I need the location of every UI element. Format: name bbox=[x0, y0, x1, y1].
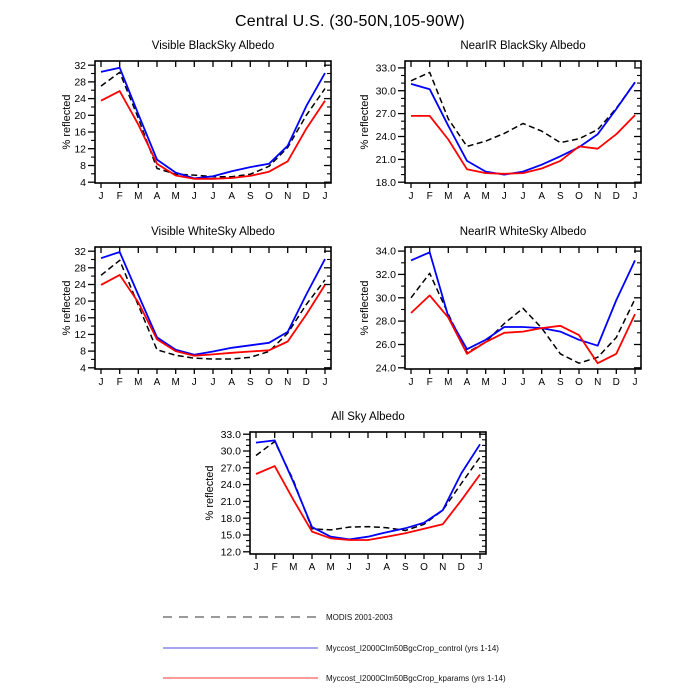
x-tick-label: N bbox=[284, 377, 292, 388]
x-tick-label: J bbox=[210, 191, 216, 202]
x-tick-label: A bbox=[383, 562, 391, 573]
x-tick-label: D bbox=[612, 191, 620, 202]
legend-row-kparams bbox=[163, 671, 506, 685]
y-tick-label: 20 bbox=[74, 295, 86, 308]
y-tick-label: 32.0 bbox=[375, 269, 396, 281]
x-tick-label: S bbox=[556, 191, 564, 202]
y-tick-label: 30.0 bbox=[375, 85, 396, 98]
legend-label-control: Myccost_I2000Clm50BgcCrop_control (yrs 1-14) bbox=[326, 643, 499, 653]
y-tick-label: 24.0 bbox=[375, 131, 396, 144]
y-tick-label: 32 bbox=[74, 245, 86, 258]
x-tick-label: N bbox=[594, 191, 602, 202]
x-tick-label: A bbox=[153, 377, 161, 388]
y-tick-label: 27.0 bbox=[220, 462, 241, 475]
panel-title: Visible BlackSky Albedo bbox=[151, 40, 275, 52]
series-control bbox=[256, 440, 480, 539]
y-axis-label: % reflected bbox=[204, 465, 216, 521]
y-tick-label: 15.0 bbox=[220, 529, 241, 542]
x-tick-label: M bbox=[171, 377, 180, 388]
visible-blacksky-plot bbox=[40, 30, 350, 208]
x-tick-label: D bbox=[302, 377, 310, 388]
panel-title: NearIR BlackSky Albedo bbox=[460, 40, 586, 52]
legend-label-modis: MODIS 2001-2003 bbox=[326, 612, 393, 622]
y-tick-label: 33.0 bbox=[375, 62, 396, 75]
y-tick-label: 27.0 bbox=[375, 108, 396, 121]
panel-all-sky-albedo bbox=[195, 401, 505, 579]
x-tick-label: O bbox=[575, 191, 583, 202]
x-tick-label: D bbox=[612, 377, 620, 388]
modis-dashed-line-sample bbox=[163, 611, 318, 623]
y-tick-label: 24 bbox=[74, 279, 86, 292]
x-tick-label: A bbox=[463, 191, 471, 202]
panel-title: All Sky Albedo bbox=[331, 411, 405, 423]
x-tick-label: N bbox=[284, 191, 292, 202]
y-tick-label: 21.0 bbox=[220, 496, 241, 508]
series-control bbox=[101, 68, 325, 179]
x-tick-label: F bbox=[271, 562, 278, 573]
series-modis bbox=[411, 273, 635, 363]
x-tick-label: N bbox=[594, 377, 602, 388]
y-tick-label: 28.0 bbox=[375, 315, 396, 328]
x-tick-label: S bbox=[556, 377, 564, 388]
plot-frame bbox=[95, 61, 331, 183]
x-tick-label: A bbox=[153, 191, 161, 202]
x-tick-label: D bbox=[302, 191, 310, 202]
x-tick-label: M bbox=[134, 377, 143, 388]
x-tick-label: O bbox=[575, 377, 583, 388]
x-tick-label: M bbox=[481, 377, 490, 388]
y-tick-label: 4 bbox=[80, 176, 86, 189]
x-tick-label: J bbox=[98, 377, 104, 388]
x-tick-label: J bbox=[191, 377, 197, 388]
x-tick-label: M bbox=[444, 377, 453, 388]
x-tick-label: J bbox=[408, 191, 414, 202]
y-tick-label: 24.0 bbox=[375, 362, 396, 375]
y-tick-label: 8 bbox=[80, 345, 86, 358]
series-control bbox=[411, 82, 635, 174]
all-sky-plot bbox=[195, 401, 505, 579]
y-tick-label: 34.0 bbox=[375, 245, 396, 258]
x-tick-label: A bbox=[538, 377, 546, 388]
y-axis-label: % reflected bbox=[61, 94, 73, 150]
x-tick-label: J bbox=[98, 191, 104, 202]
series-modis bbox=[101, 260, 325, 359]
x-tick-label: O bbox=[265, 377, 273, 388]
x-tick-label: J bbox=[520, 377, 526, 388]
x-tick-label: F bbox=[426, 377, 433, 388]
panel-nearir-whitesky-albedo bbox=[350, 216, 660, 394]
panel-nearir-blacksky-albedo bbox=[350, 30, 660, 208]
nearir-whitesky-plot bbox=[350, 216, 660, 394]
x-tick-label: J bbox=[322, 191, 328, 202]
x-tick-label: M bbox=[289, 562, 298, 573]
y-tick-label: 16 bbox=[74, 312, 86, 325]
x-tick-label: J bbox=[632, 191, 638, 202]
x-tick-label: M bbox=[134, 191, 143, 202]
nearir-blacksky-plot bbox=[350, 30, 660, 208]
y-tick-label: 28 bbox=[74, 262, 86, 275]
x-tick-label: D bbox=[457, 562, 465, 573]
y-tick-label: 18.0 bbox=[220, 512, 241, 525]
y-tick-label: 24 bbox=[74, 93, 86, 106]
panel-title: NearIR WhiteSky Albedo bbox=[459, 226, 587, 238]
kparams-line-sample bbox=[163, 672, 318, 684]
x-tick-label: M bbox=[481, 191, 490, 202]
y-tick-label: 12.0 bbox=[220, 546, 241, 559]
x-tick-label: J bbox=[477, 562, 483, 573]
x-tick-label: A bbox=[228, 191, 236, 202]
x-tick-label: A bbox=[538, 191, 546, 202]
x-tick-label: J bbox=[520, 191, 526, 202]
y-tick-label: 20 bbox=[74, 109, 86, 122]
x-tick-label: J bbox=[210, 377, 216, 388]
figure-title: Central U.S. (30-50N,105-90W) bbox=[235, 13, 465, 30]
y-tick-label: 21.0 bbox=[375, 154, 396, 166]
y-tick-label: 4 bbox=[80, 362, 86, 375]
series-modis bbox=[256, 442, 480, 531]
x-tick-label: N bbox=[439, 562, 447, 573]
legend-row-control bbox=[163, 641, 499, 655]
y-tick-label: 24.0 bbox=[220, 479, 241, 492]
x-tick-label: A bbox=[463, 377, 471, 388]
x-tick-label: A bbox=[308, 562, 316, 573]
panel-visible-blacksky-albedo bbox=[40, 30, 350, 208]
y-tick-label: 26.0 bbox=[375, 339, 396, 352]
x-tick-label: J bbox=[501, 191, 507, 202]
x-tick-label: S bbox=[246, 377, 254, 388]
x-tick-label: S bbox=[401, 562, 409, 573]
x-tick-label: J bbox=[191, 191, 197, 202]
x-tick-label: J bbox=[501, 377, 507, 388]
x-tick-label: M bbox=[171, 191, 180, 202]
x-tick-label: F bbox=[426, 191, 433, 202]
x-tick-label: F bbox=[116, 191, 123, 202]
panel-title: Visible WhiteSky Albedo bbox=[151, 226, 275, 238]
x-tick-label: S bbox=[246, 191, 254, 202]
x-tick-label: F bbox=[116, 377, 123, 388]
y-tick-label: 12 bbox=[74, 329, 86, 341]
x-tick-label: J bbox=[346, 562, 352, 573]
series-control bbox=[411, 252, 635, 349]
y-tick-label: 30.0 bbox=[220, 445, 241, 458]
y-tick-label: 33.0 bbox=[220, 428, 241, 441]
y-tick-label: 28 bbox=[74, 76, 86, 89]
x-tick-label: J bbox=[253, 562, 259, 573]
control-line-sample bbox=[163, 642, 318, 654]
series-modis bbox=[101, 72, 325, 176]
y-tick-label: 32 bbox=[74, 59, 86, 72]
x-tick-label: J bbox=[322, 377, 328, 388]
y-tick-label: 12 bbox=[74, 143, 86, 156]
legend-label-kparams: Myccost_I2000Clm50BgcCrop_kparams (yrs 1-14) bbox=[326, 673, 506, 683]
x-tick-label: M bbox=[326, 562, 335, 573]
y-axis-label: % reflected bbox=[61, 280, 73, 336]
x-tick-label: A bbox=[228, 377, 236, 388]
x-tick-label: J bbox=[365, 562, 371, 573]
y-tick-label: 16 bbox=[74, 126, 86, 139]
visible-whitesky-plot bbox=[40, 216, 350, 394]
x-tick-label: O bbox=[265, 191, 273, 202]
y-tick-label: 30.0 bbox=[375, 292, 396, 305]
y-tick-label: 8 bbox=[80, 160, 86, 173]
legend-row-modis bbox=[163, 610, 393, 624]
x-tick-label: M bbox=[444, 191, 453, 202]
x-tick-label: J bbox=[632, 377, 638, 388]
y-tick-label: 18.0 bbox=[375, 176, 396, 189]
series-control bbox=[101, 252, 325, 355]
y-axis-label: % reflected bbox=[359, 280, 371, 336]
x-tick-label: J bbox=[408, 377, 414, 388]
y-axis-label: % reflected bbox=[359, 94, 371, 150]
panel-visible-whitesky-albedo bbox=[40, 216, 350, 394]
x-tick-label: O bbox=[420, 562, 428, 573]
